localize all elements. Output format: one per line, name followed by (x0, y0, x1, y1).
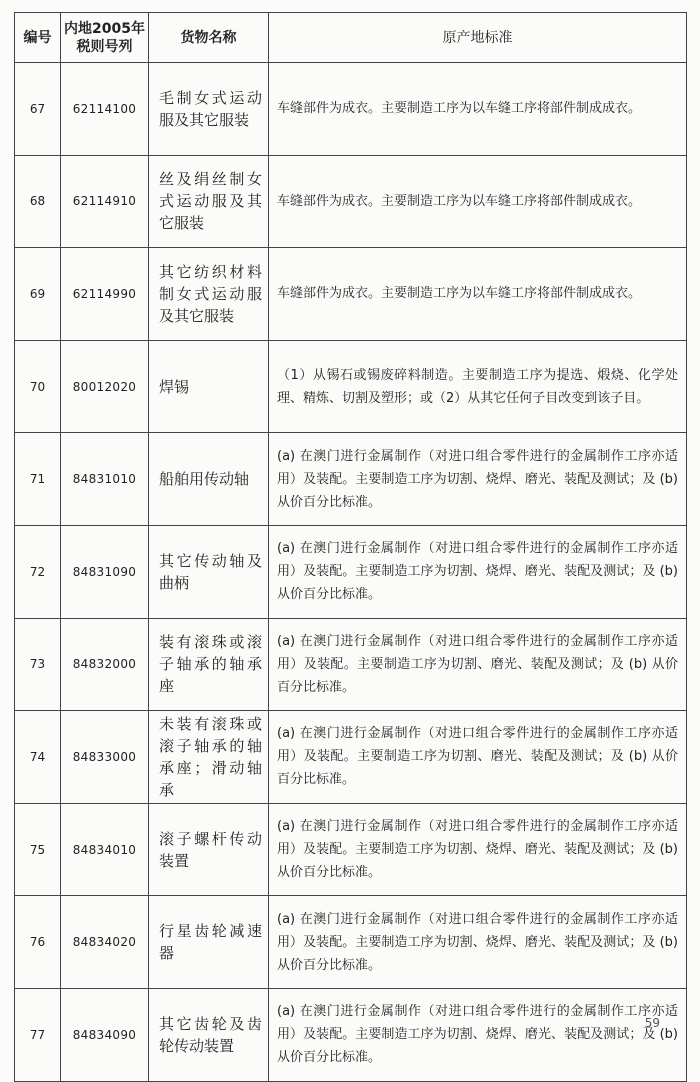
table-row (15, 248, 687, 341)
origin-criteria: (a) 在澳门进行金属制作（对进口组合零件进行的金属制作工序亦适用）及装配。主要制造工序为切割、烧焊、磨光、装配及测试；及 (b) 从价百分比标准。 (269, 988, 687, 1081)
origin-criteria: (a) 在澳门进行金属制作（对进口组合零件进行的金属制作工序亦适用）及装配。主要制造工序为切割、烧焊、磨光、装配及测试；及 (b) 从价百分比标准。 (269, 803, 687, 896)
table-header (15, 13, 687, 63)
tariff-code: 84833000 (61, 711, 149, 804)
table-row (15, 803, 687, 896)
goods-name: 毛制女式运动服及其它服装 (149, 63, 269, 156)
row-number: 73 (15, 618, 61, 711)
row-number: 71 (15, 433, 61, 526)
origin-rules-table (14, 12, 687, 1082)
tariff-code: 80012020 (61, 340, 149, 433)
table-row (15, 155, 687, 248)
origin-criteria: (a) 在澳门进行金属制作（对进口组合零件进行的金属制作工序亦适用）及装配。主要制造工序为切割、磨光、装配及测试；及 (b) 从价百分比标准。 (269, 711, 687, 804)
row-number: 69 (15, 248, 61, 341)
table-row (15, 988, 687, 1081)
tariff-code: 84834010 (61, 803, 149, 896)
table-row (15, 618, 687, 711)
table-row (15, 63, 687, 156)
row-number: 76 (15, 896, 61, 989)
header-row (15, 13, 687, 63)
table-row (15, 896, 687, 989)
origin-criteria: 车缝部件为成衣。主要制造工序为以车缝工序将部件制成成衣。 (269, 63, 687, 156)
tariff-code: 84831010 (61, 433, 149, 526)
page-number: 59 (644, 1016, 660, 1030)
tariff-code: 62114910 (61, 155, 149, 248)
table-row (15, 433, 687, 526)
header-origin-criteria: 原产地标准 (269, 13, 687, 63)
row-number: 70 (15, 340, 61, 433)
origin-criteria: 车缝部件为成衣。主要制造工序为以车缝工序将部件制成成衣。 (269, 155, 687, 248)
tariff-code: 84831090 (61, 525, 149, 618)
goods-name: 行星齿轮减速器 (149, 896, 269, 989)
table-row (15, 340, 687, 433)
goods-name: 其它纺织材料制女式运动服及其它服装 (149, 248, 269, 341)
goods-name: 焊锡 (149, 340, 269, 433)
header-tariff-code: 内地2005年税则号列 (61, 13, 149, 63)
row-number: 68 (15, 155, 61, 248)
goods-name: 船舶用传动轴 (149, 433, 269, 526)
row-number: 74 (15, 711, 61, 804)
goods-name: 未装有滚珠或滚子轴承的轴承座；滑动轴承 (149, 711, 269, 804)
header-goods-name: 货物名称 (149, 13, 269, 63)
origin-criteria: (a) 在澳门进行金属制作（对进口组合零件进行的金属制作工序亦适用）及装配。主要制造工序为切割、烧焊、磨光、装配及测试；及 (b) 从价百分比标准。 (269, 896, 687, 989)
origin-criteria: 车缝部件为成衣。主要制造工序为以车缝工序将部件制成成衣。 (269, 248, 687, 341)
origin-criteria: (a) 在澳门进行金属制作（对进口组合零件进行的金属制作工序亦适用）及装配。主要制造工序为切割、烧焊、磨光、装配及测试；及 (b) 从价百分比标准。 (269, 525, 687, 618)
tariff-code: 62114990 (61, 248, 149, 341)
row-number: 75 (15, 803, 61, 896)
table-row (15, 525, 687, 618)
tariff-code: 62114100 (61, 63, 149, 156)
goods-name: 其它齿轮及齿轮传动装置 (149, 988, 269, 1081)
table-body (15, 63, 687, 1082)
tariff-code: 84832000 (61, 618, 149, 711)
row-number: 77 (15, 988, 61, 1081)
goods-name: 其它传动轴及曲柄 (149, 525, 269, 618)
origin-criteria: (a) 在澳门进行金属制作（对进口组合零件进行的金属制作工序亦适用）及装配。主要制造工序为切割、烧焊、磨光、装配及测试；及 (b) 从价百分比标准。 (269, 433, 687, 526)
header-number: 编号 (15, 13, 61, 63)
goods-name: 丝及绢丝制女式运动服及其它服装 (149, 155, 269, 248)
row-number: 67 (15, 63, 61, 156)
origin-criteria: (a) 在澳门进行金属制作（对进口组合零件进行的金属制作工序亦适用）及装配。主要制造工序为切割、磨光、装配及测试；及 (b) 从价百分比标准。 (269, 618, 687, 711)
table-row (15, 711, 687, 804)
goods-name: 滚子螺杆传动装置 (149, 803, 269, 896)
tariff-code: 84834090 (61, 988, 149, 1081)
row-number: 72 (15, 525, 61, 618)
tariff-code: 84834020 (61, 896, 149, 989)
origin-criteria: （1）从锡石或锡废碎料制造。主要制造工序为提选、煅烧、化学处理、精炼、切割及塑形；或（2）从其它任何子目改变到该子目。 (269, 340, 687, 433)
goods-name: 装有滚珠或滚子轴承的轴承座 (149, 618, 269, 711)
